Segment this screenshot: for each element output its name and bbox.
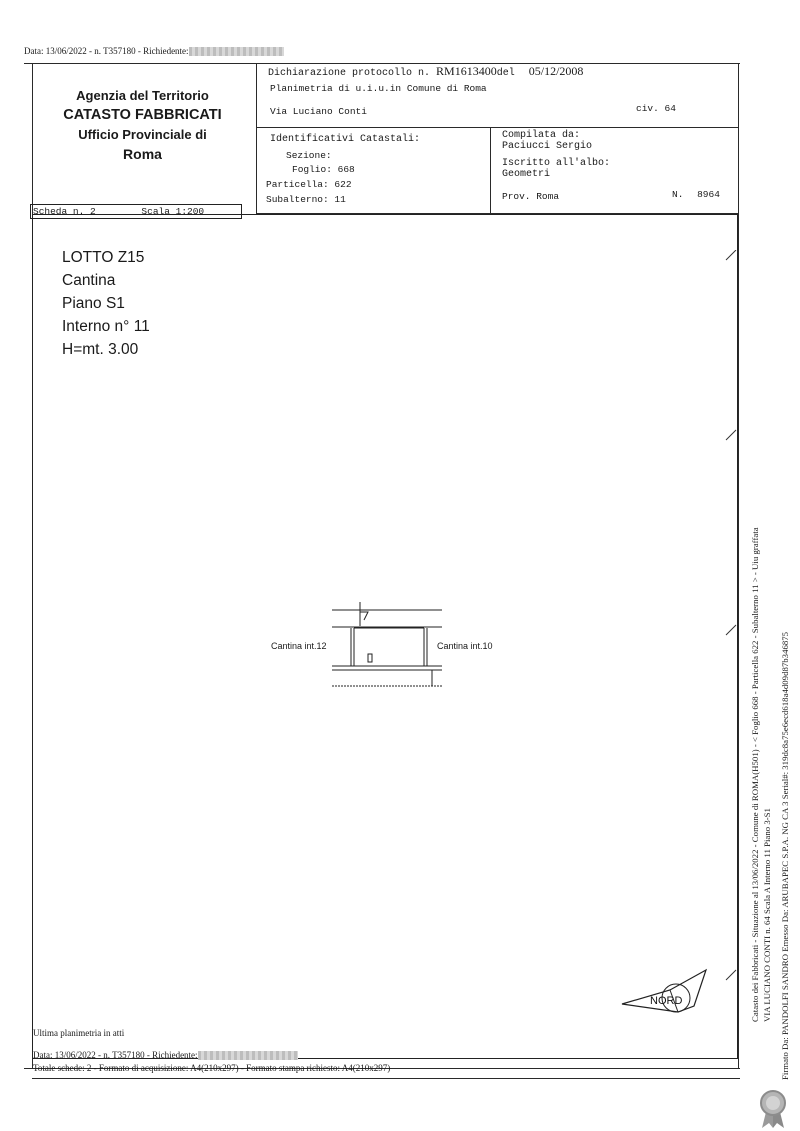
protocol-del: del <box>496 68 515 79</box>
agency-name: Agenzia del Territorio <box>76 88 209 103</box>
foglio-value: 668 <box>337 164 355 175</box>
agency-catasto: CATASTO FABBRICATI <box>63 107 222 123</box>
compiler-name: Paciucci Sergio <box>502 141 593 152</box>
header-hsep <box>256 127 738 128</box>
agency-block <box>40 88 245 162</box>
compass-label: NORD <box>650 995 683 1007</box>
prov-value: Roma <box>536 191 560 202</box>
certification-seal-icon <box>756 1088 790 1128</box>
side-text-2: VIA LUCIANO CONTI n. 64 Scala A Interno 11 Piano 3-S1 <box>762 808 772 1022</box>
identifiers-sezione <box>286 150 332 161</box>
protocol-number: RM1613400 <box>436 64 497 78</box>
declaration-planimetria: Planimetria di u.i.u.in Comune di Roma <box>270 83 487 94</box>
side-ticks <box>720 250 744 1050</box>
plan-right-label: Cantina int.10 <box>437 641 493 651</box>
sezione-label: Sezione: <box>286 150 332 161</box>
frame-bottom-2 <box>32 1078 740 1079</box>
plan-walls <box>332 602 442 686</box>
civ-value: 64 <box>664 103 676 114</box>
unit-lotto: LOTTO Z15 <box>62 249 145 266</box>
civ-label: civ. <box>636 103 659 114</box>
footer-totale: Totale schede: 2 - Formato di acquisizione: A4(210x297) - Formato stampa richiesto: A4(210x297) <box>33 1063 391 1073</box>
unit-info <box>62 246 150 361</box>
header-vsep <box>256 63 257 214</box>
footer-redacted <box>198 1051 298 1060</box>
footer-ultima: Ultima planimetria in atti <box>33 1028 125 1038</box>
side-text-3: Firmato Da: PANDOLFI SANDRO Emesso Da: ARUBAPEC S.P.A. NG CA 3 Serial#: 319dc8a75e6ecd618a4d09d87b346875 <box>780 631 790 1080</box>
declaration-civ <box>636 103 676 114</box>
floor-plan <box>300 590 460 690</box>
scheda-label: Scheda n. 2 <box>33 206 96 217</box>
north-compass-icon <box>618 962 718 1032</box>
foglio-label: Foglio: <box>292 164 332 175</box>
plan-left-label: Cantina int.12 <box>271 641 327 651</box>
side-text-1: Catasto dei Fabbricati - Situazione al 13/06/2022 - Comune di ROMA(H501) - < Foglio 668 - Particella 622 - Subalterno 11 > - Uiu graffata <box>750 527 760 1022</box>
prov-label: Prov. <box>502 191 531 202</box>
compiler-label: Compilata da: <box>502 130 581 141</box>
identifiers-subalterno <box>266 194 346 205</box>
unit-height: H=mt. 3.00 <box>62 341 139 358</box>
footer-data-text: Data: 13/06/2022 - n. T357180 - Richiedente: <box>33 1050 198 1060</box>
header-mid-vsep <box>490 127 491 214</box>
protocol-date: 05/12/2008 <box>528 64 584 78</box>
protocol-label: Dichiarazione protocollo n. <box>268 68 431 79</box>
compiler-iscritto: Iscritto all'albo: <box>502 158 611 169</box>
compiler-prov <box>502 191 559 202</box>
top-data-text: Data: 13/06/2022 - n. T357180 - Richiedente: <box>24 46 189 56</box>
compiler-albo: Geometri <box>502 169 551 180</box>
declaration-address: Via Luciano Conti <box>270 106 367 117</box>
unit-type: Cantina <box>62 272 116 289</box>
unit-floor: Piano S1 <box>62 295 125 312</box>
compiler-number <box>672 189 720 200</box>
unit-interno: Interno n° 11 <box>62 318 150 335</box>
scheda-scala: Scala 1:200 <box>141 206 205 217</box>
particella-label: Particella: <box>266 179 329 190</box>
n-value: 8964 <box>697 189 720 200</box>
agency-city: Roma <box>123 146 162 162</box>
declaration-protocol <box>268 64 583 79</box>
particella-value: 622 <box>334 179 352 190</box>
n-label: N. <box>672 189 684 200</box>
agency-ufficio: Ufficio Provinciale di <box>78 127 207 142</box>
identifiers-particella <box>266 179 352 190</box>
footer-data-line <box>33 1050 298 1060</box>
top-data-line <box>24 46 284 56</box>
subalterno-value: 11 <box>334 194 346 205</box>
identifiers-title: Identificativi Catastali: <box>270 134 421 145</box>
redacted-requester <box>189 47 284 56</box>
identifiers-foglio <box>292 164 355 175</box>
subalterno-label: Subalterno: <box>266 194 329 205</box>
